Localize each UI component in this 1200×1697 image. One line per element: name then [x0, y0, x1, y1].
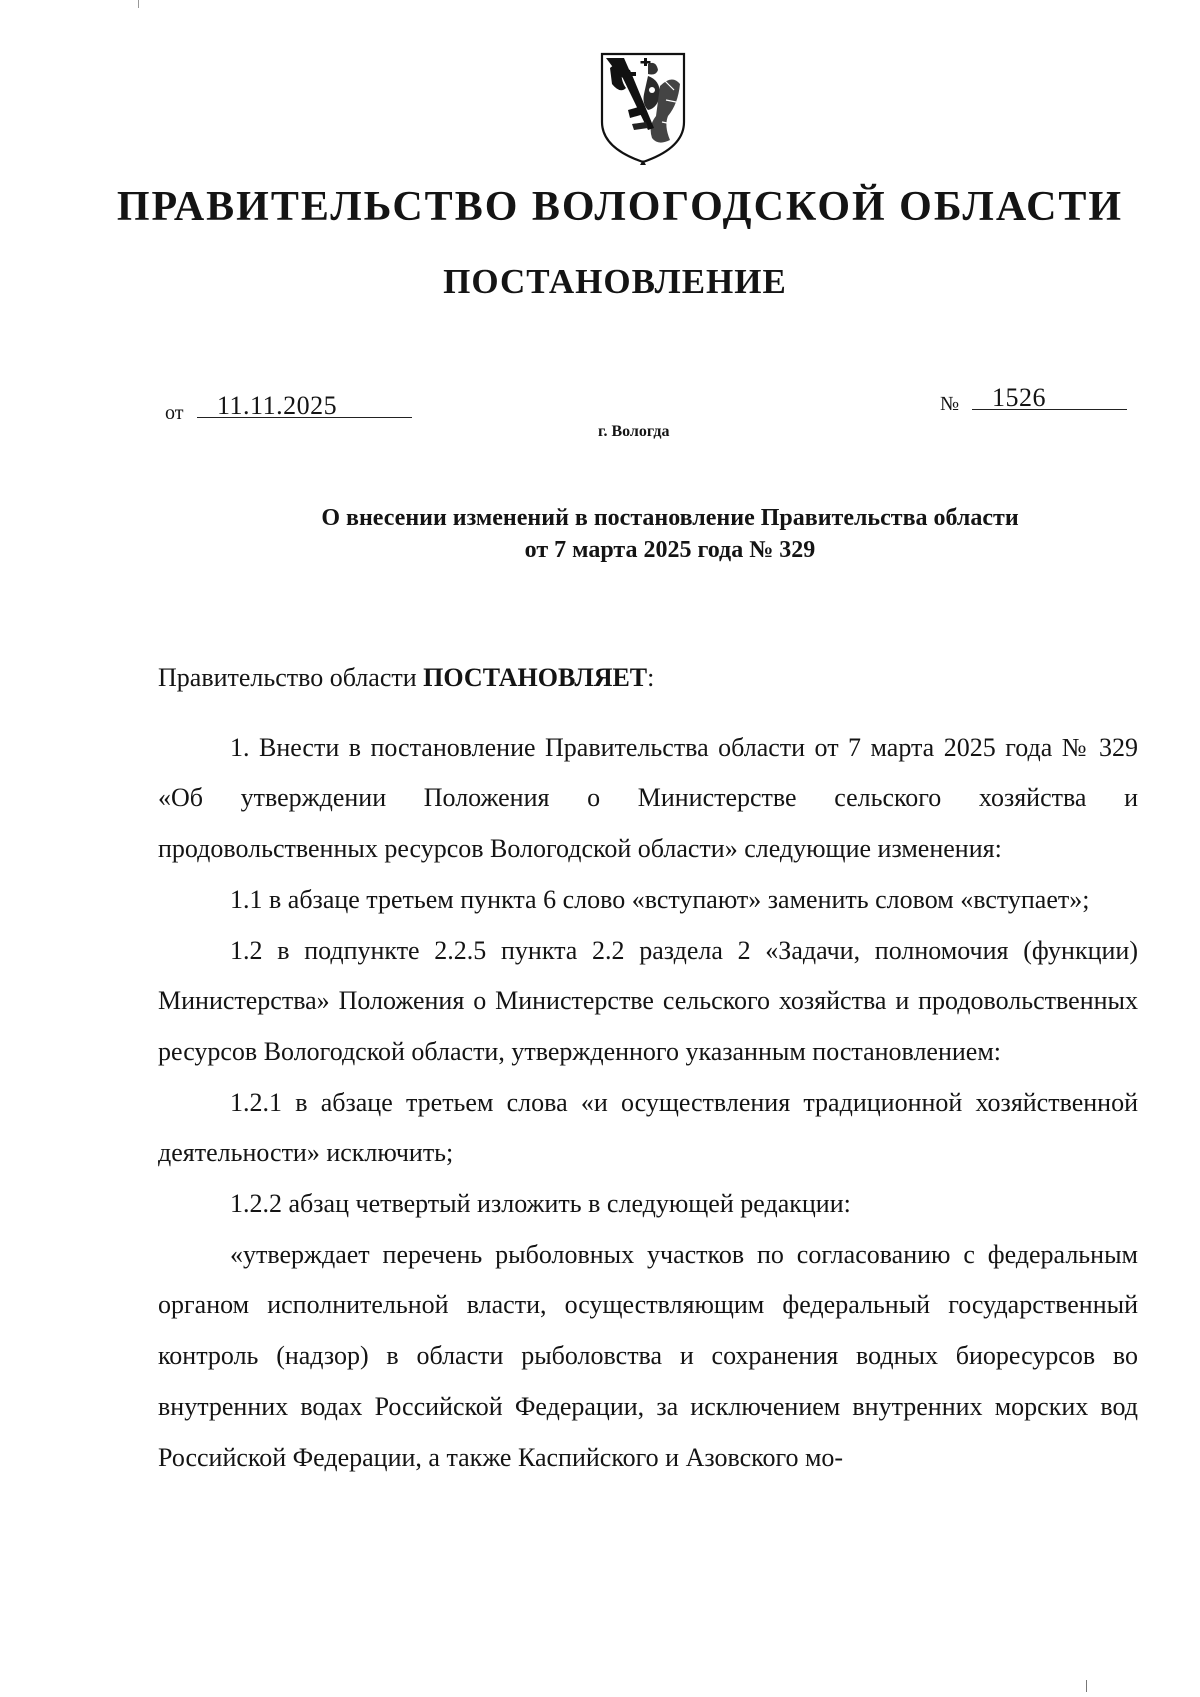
document-body [158, 653, 1138, 1483]
body-paragraph: 1.1 в абзаце третьем пункта 6 слово «вступают» заменить словом «вступает»; [230, 884, 1090, 914]
intro-keyword: ПОСТАНОВЛЯЕТ [423, 663, 648, 692]
document-number: 1526 [992, 383, 1046, 412]
body-paragraph: 1.2.1 в абзаце третьем слова «и осуществления традиционной хозяйственной деятельности» исключить; [158, 1087, 1138, 1168]
intro-text: Правительство области [158, 663, 417, 692]
subject-line: от 7 марта 2025 года № 329 [524, 537, 816, 563]
government-title: ПРАВИТЕЛЬСТВО ВОЛОГОДСКОЙ ОБЛАСТИ [116, 184, 1124, 230]
body-paragraph: 1. Внести в постановление Правительства области от 7 марта 2025 года № 329 «Об утверждении Положения о Министерстве сельского хозяйства и продовольственных ресурсов Вологодской области» следующие изменения: [158, 732, 1138, 864]
scan-artifact [1086, 1680, 1087, 1692]
city-label: г. Вологда [598, 423, 670, 440]
document-date: 11.11.2025 [217, 391, 338, 420]
number-label: № [940, 393, 960, 415]
document-subject [250, 502, 1090, 566]
body-paragraph: 1.2.2 абзац четвертый изложить в следующей редакции: [230, 1189, 851, 1219]
intro-colon: : [647, 663, 655, 692]
date-label: от [165, 402, 184, 424]
body-paragraph: 1.2 в подпункте 2.2.5 пункта 2.2 раздела 2 «Задачи, полномочия (функции) Министерства» Положения о Министерстве сельского хозяйства и продовольственных ресурсов Вологодской области, утвержденного указанным постановлением: [158, 935, 1138, 1066]
scan-artifact [138, 0, 139, 8]
subject-line: О внесении изменений в постановление Правительства области [321, 505, 1019, 531]
resolution-intro [158, 653, 1138, 704]
coat-of-arms-icon [598, 50, 688, 166]
document-type-heading: ПОСТАНОВЛЕНИЕ [443, 262, 787, 301]
body-paragraph: «утверждает перечень рыболовных участков по согласованию с федеральным органом исполнительной власти, осуществляющим федеральный государственный контроль (надзор) в области рыболовства и сохранения водных биоресурсов во внутренних водах Российской Федерации, за исключением внутренних морских вод Российской Федерации, а также Каспийского и Азовского мо- [158, 1239, 1138, 1472]
